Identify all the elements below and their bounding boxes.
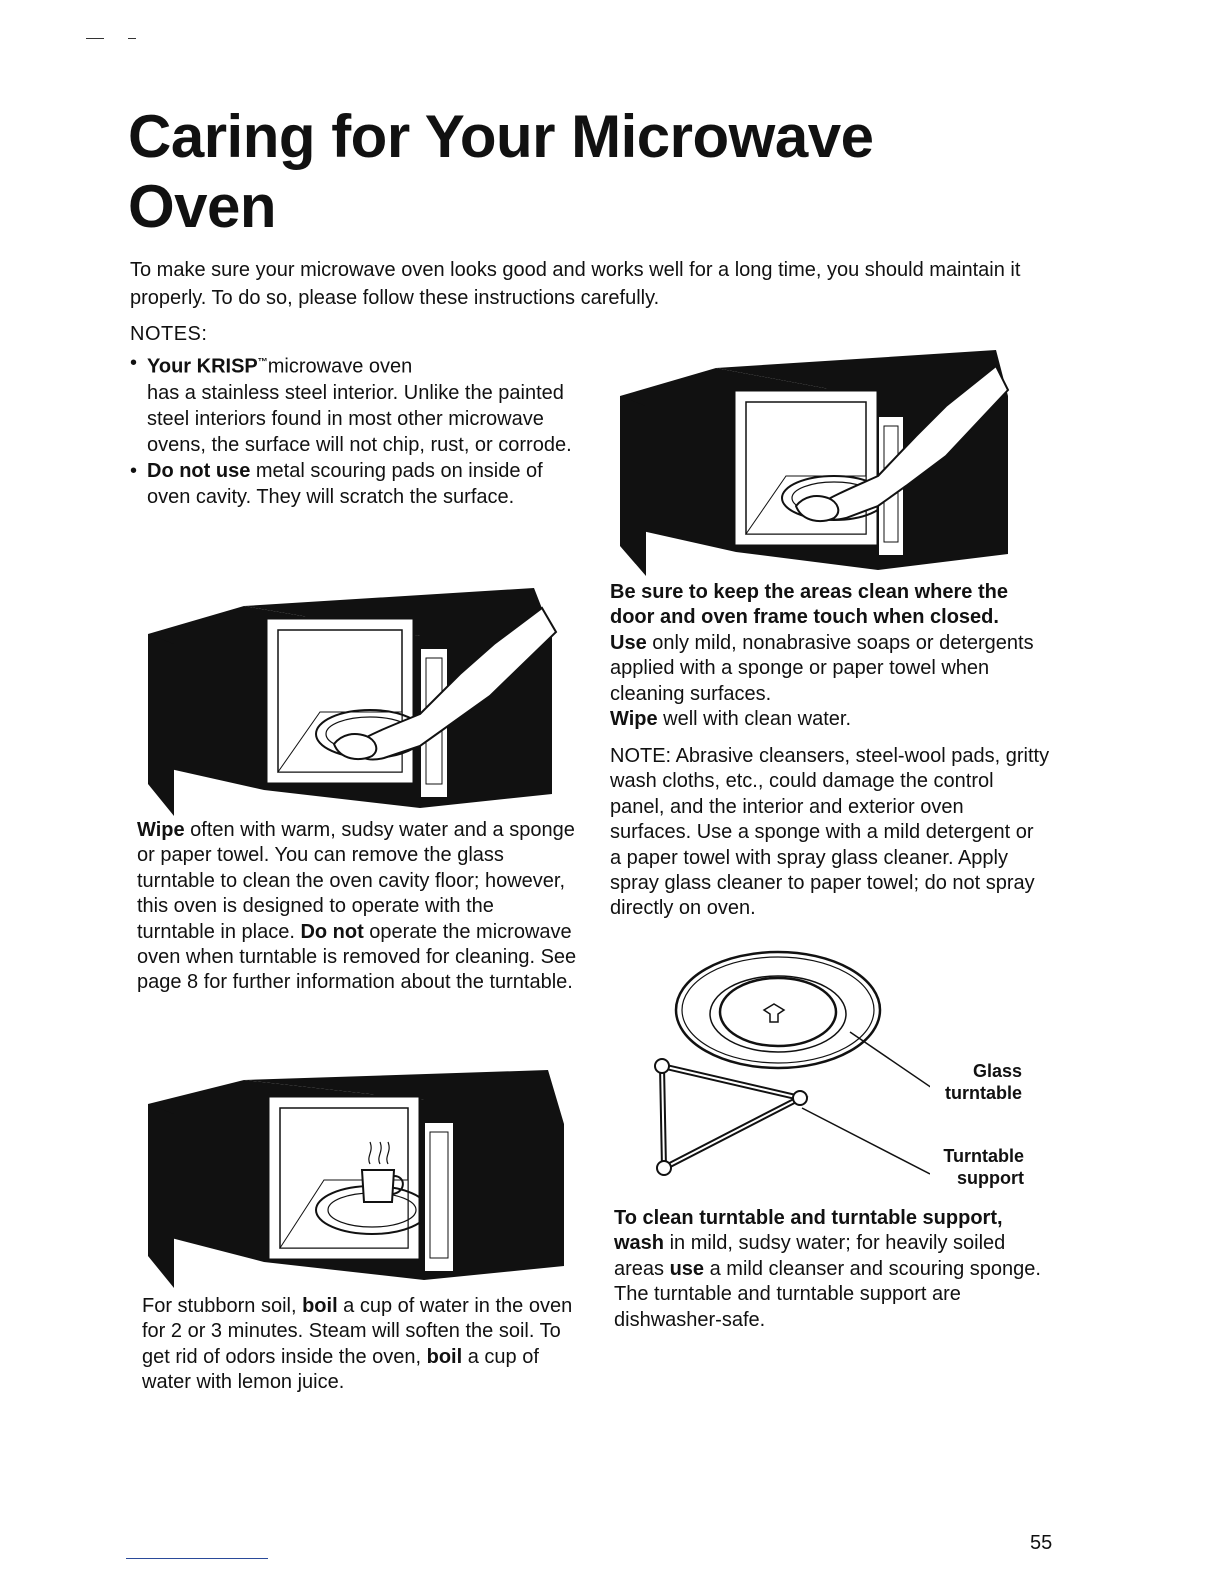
label-line: turntable [944, 1083, 1022, 1103]
microwave-wiping-door-illustration [616, 346, 1024, 582]
intro-paragraph: To make sure your microwave oven looks good and works well for a long time, you should maintain it properly. To do so, please follow these instructions carefully. [130, 259, 1021, 309]
bold-text: Do not [300, 920, 364, 943]
note-text: metal scouring pads on inside of oven cavity. They will scratch the surface. [147, 459, 543, 508]
abrasive-note-paragraph [610, 744, 1050, 922]
bold-text: Be sure to keep the areas clean where the door and oven frame touch when closed. Use [610, 581, 1008, 654]
note-text: microwave oven [267, 355, 413, 378]
page-title-line2: Oven [128, 173, 277, 240]
body-text: a mild cleanser and scouring sponge. The turntable and turntable support are dishwasher-safe. [614, 1257, 1041, 1331]
note-text: has a stainless steel interior. Unlike the painted steel interiors found in most other microwave ovens, the surface will not chip, rust, or corrode. [147, 381, 572, 456]
page-number: 55 [1030, 1532, 1053, 1554]
note-bold: Your KRISP [147, 355, 258, 378]
turntable-support-label [932, 1145, 1024, 1189]
microwave-wiping-interior-illustration [144, 584, 568, 816]
note-label: NOTE: [610, 745, 672, 767]
bold-text: use [669, 1257, 705, 1280]
bold-text: boil [426, 1345, 463, 1368]
page-title-line1: Caring for Your Microwave [128, 103, 874, 170]
wipe-paragraph [137, 818, 577, 996]
trademark: ™ [257, 357, 268, 368]
page-title [128, 102, 873, 242]
door-frame-paragraph [610, 580, 1040, 732]
bold-text: To clean turntable and turntable support, wash [614, 1207, 1003, 1255]
body-text: often with warm, sudsy water and a sponge or paper towel. You can remove the glass turntable to clean the oven cavity floor; however, this oven is designed to operate with the turntable in place. [137, 819, 575, 943]
body-text: well with clean water. [657, 708, 852, 731]
bold-text: Wipe [137, 819, 185, 841]
note-bold: Do not use [147, 459, 251, 482]
glass-turntable-label [932, 1060, 1022, 1104]
body-text: operate the microwave oven when turntable is removed for cleaning. See page 8 for further information about the turntable. [137, 920, 577, 994]
microwave-with-cup-illustration [144, 1052, 568, 1288]
footer-rule [126, 1558, 268, 1559]
scan-mark [128, 38, 136, 39]
body-text: a cup of water in the oven for 2 or 3 minutes. Steam will soften the soil. To get rid of odors inside the oven, [142, 1295, 573, 1368]
notes-heading: NOTES: [130, 323, 208, 345]
bold-text: boil [302, 1295, 338, 1317]
label-line: support [957, 1168, 1024, 1188]
turntable-and-support-illustration [640, 948, 930, 1188]
notes-list [130, 350, 590, 510]
boil-paragraph [142, 1294, 582, 1396]
bold-text: Wipe [610, 708, 658, 731]
body-text: Abrasive cleansers, steel-wool pads, gritty wash cloths, etc., could damage the control panel, and the interior and exterior oven surfaces. Use a sponge with a mild detergent or a paper towel with spray glass cleaner. Apply spray glass cleaner to paper towel; do not spray directly on oven. [610, 745, 1050, 920]
label-line: Turntable [943, 1146, 1024, 1166]
label-line: Glass [972, 1061, 1022, 1081]
body-text: only mild, nonabrasive soaps or detergents applied with a sponge or paper towel when cleaning surfaces. [610, 631, 1034, 705]
scan-mark [86, 38, 104, 39]
body-text: in mild, sudsy water; for heavily soiled areas [614, 1232, 1006, 1280]
note-item-krisp [130, 350, 590, 458]
body-text: For stubborn soil, [142, 1295, 303, 1317]
turntable-cleaning-paragraph [614, 1206, 1054, 1333]
body-text: a cup of water with lemon juice. [142, 1345, 539, 1394]
note-item-scouring [130, 458, 590, 510]
